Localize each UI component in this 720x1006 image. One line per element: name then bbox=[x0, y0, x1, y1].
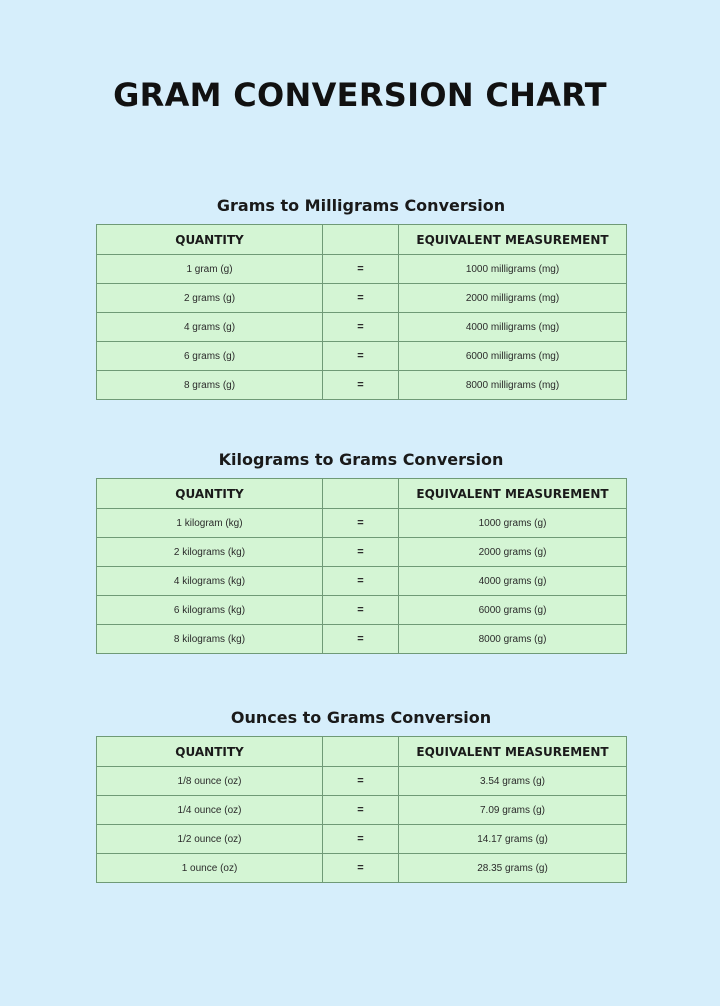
equivalent-header: EQUIVALENT MEASUREMENT bbox=[399, 479, 627, 509]
equivalent-cell: 4000 grams (g) bbox=[399, 567, 627, 596]
equivalent-cell: 14.17 grams (g) bbox=[399, 825, 627, 854]
quantity-cell: 1/4 ounce (oz) bbox=[97, 796, 323, 825]
quantity-cell: 8 grams (g) bbox=[97, 371, 323, 400]
conversion-section-kilograms-to-grams-conversion bbox=[96, 450, 626, 654]
table-row bbox=[97, 313, 627, 342]
table-row bbox=[97, 767, 627, 796]
table-row bbox=[97, 371, 627, 400]
quantity-cell: 8 kilograms (kg) bbox=[97, 625, 323, 654]
equivalent-cell: 4000 milligrams (mg) bbox=[399, 313, 627, 342]
quantity-cell: 6 kilograms (kg) bbox=[97, 596, 323, 625]
equals-sign-cell: = bbox=[323, 371, 399, 400]
equals-sign-cell: = bbox=[323, 538, 399, 567]
equivalent-cell: 2000 milligrams (mg) bbox=[399, 284, 627, 313]
section-heading: Kilograms to Grams Conversion bbox=[218, 450, 504, 469]
equivalent-cell: 8000 milligrams (mg) bbox=[399, 371, 627, 400]
equivalent-header: EQUIVALENT MEASUREMENT bbox=[399, 737, 627, 767]
table-row bbox=[97, 342, 627, 371]
equivalent-cell: 6000 grams (g) bbox=[399, 596, 627, 625]
table-row bbox=[97, 796, 627, 825]
section-heading: Grams to Milligrams Conversion bbox=[216, 196, 506, 215]
sign-header bbox=[323, 479, 399, 509]
table-header-row bbox=[97, 225, 627, 255]
equals-sign-cell: = bbox=[323, 567, 399, 596]
equivalent-cell: 8000 grams (g) bbox=[399, 625, 627, 654]
conversion-table bbox=[96, 736, 627, 883]
quantity-cell: 6 grams (g) bbox=[97, 342, 323, 371]
equivalent-cell: 3.54 grams (g) bbox=[399, 767, 627, 796]
conversion-table bbox=[96, 224, 627, 400]
equivalent-cell: 1000 grams (g) bbox=[399, 509, 627, 538]
quantity-header: QUANTITY bbox=[97, 479, 323, 509]
quantity-cell: 1 gram (g) bbox=[97, 255, 323, 284]
table-row bbox=[97, 255, 627, 284]
equals-sign-cell: = bbox=[323, 596, 399, 625]
equals-sign-cell: = bbox=[323, 767, 399, 796]
equals-sign-cell: = bbox=[323, 255, 399, 284]
equals-sign-cell: = bbox=[323, 313, 399, 342]
sign-header bbox=[323, 225, 399, 255]
equivalent-cell: 7.09 grams (g) bbox=[399, 796, 627, 825]
equals-sign-cell: = bbox=[323, 825, 399, 854]
conversion-section-ounces-to-grams-conversion bbox=[96, 708, 626, 883]
section-heading: Ounces to Grams Conversion bbox=[230, 708, 492, 727]
equivalent-cell: 2000 grams (g) bbox=[399, 538, 627, 567]
quantity-cell: 1/8 ounce (oz) bbox=[97, 767, 323, 796]
sign-header bbox=[323, 737, 399, 767]
equals-sign-cell: = bbox=[323, 796, 399, 825]
quantity-cell: 1 kilogram (kg) bbox=[97, 509, 323, 538]
equivalent-header: EQUIVALENT MEASUREMENT bbox=[399, 225, 627, 255]
table-row bbox=[97, 509, 627, 538]
equivalent-cell: 1000 milligrams (mg) bbox=[399, 255, 627, 284]
equals-sign-cell: = bbox=[323, 342, 399, 371]
equivalent-cell: 6000 milligrams (mg) bbox=[399, 342, 627, 371]
page-title: GRAM CONVERSION CHART bbox=[113, 76, 607, 114]
table-header-row bbox=[97, 737, 627, 767]
table-row bbox=[97, 854, 627, 883]
quantity-cell: 4 grams (g) bbox=[97, 313, 323, 342]
equals-sign-cell: = bbox=[323, 284, 399, 313]
equivalent-cell: 28.35 grams (g) bbox=[399, 854, 627, 883]
quantity-cell: 4 kilograms (kg) bbox=[97, 567, 323, 596]
table-row bbox=[97, 596, 627, 625]
table-row bbox=[97, 567, 627, 596]
table-row bbox=[97, 284, 627, 313]
quantity-cell: 2 grams (g) bbox=[97, 284, 323, 313]
table-row bbox=[97, 825, 627, 854]
quantity-cell: 2 kilograms (kg) bbox=[97, 538, 323, 567]
conversion-table bbox=[96, 478, 627, 654]
table-row bbox=[97, 538, 627, 567]
equals-sign-cell: = bbox=[323, 625, 399, 654]
table-row bbox=[97, 625, 627, 654]
quantity-cell: 1/2 ounce (oz) bbox=[97, 825, 323, 854]
quantity-header: QUANTITY bbox=[97, 737, 323, 767]
equals-sign-cell: = bbox=[323, 509, 399, 538]
table-header-row bbox=[97, 479, 627, 509]
quantity-header: QUANTITY bbox=[97, 225, 323, 255]
equals-sign-cell: = bbox=[323, 854, 399, 883]
conversion-section-grams-to-milligrams-conversion bbox=[96, 196, 626, 400]
quantity-cell: 1 ounce (oz) bbox=[97, 854, 323, 883]
